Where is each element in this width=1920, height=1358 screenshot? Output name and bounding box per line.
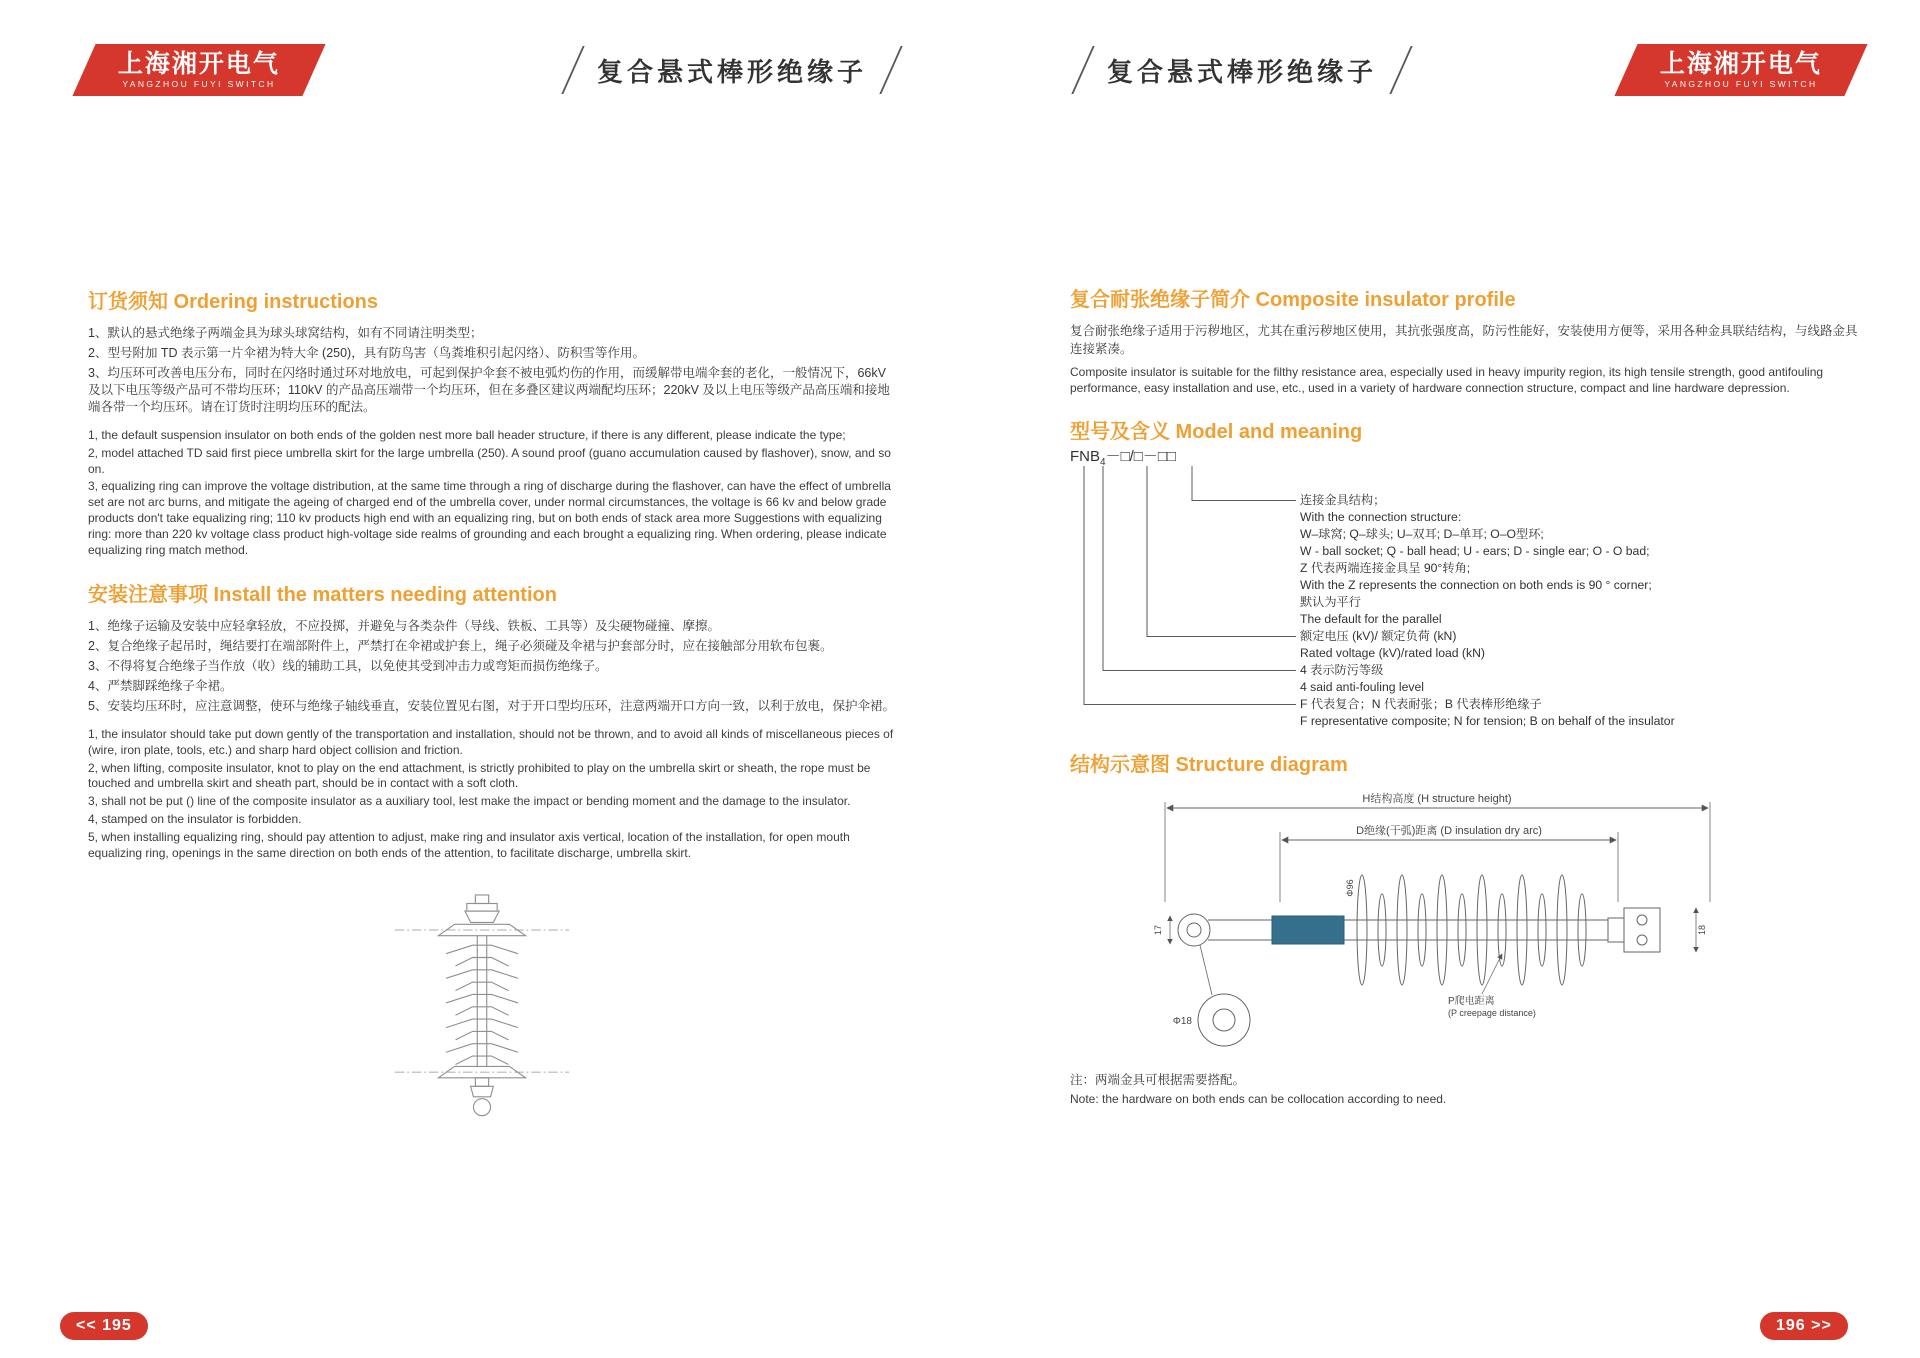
sheath-section (1272, 916, 1344, 944)
structure-note (1070, 1070, 1446, 1106)
structure-note-cn: 注：两端金具可根据需要搭配。 (1070, 1073, 1246, 1087)
page-number-badge-195: << 195 (60, 1312, 148, 1340)
model-line: W - ball socket; Q - ball head; U - ears; D - single ear; O - O bad; (1300, 544, 1650, 558)
phi18-label: Φ18 (1172, 1016, 1192, 1027)
model-line: Z 代表两端连接金具呈 90°转角; (1300, 561, 1471, 575)
suspension-insulator-drawing (392, 893, 572, 1130)
model-line: F 代表复合；N 代表耐张；B 代表棒形绝缘子 (1300, 697, 1542, 711)
dim-d-label: D绝缘(干弧)距离 (D insulation dry arc) (1356, 825, 1542, 837)
brand-logo-left (72, 44, 325, 96)
model-line: W–球窝; Q–球头; U–双耳; D–单耳; O–O型环; (1300, 527, 1544, 541)
section-composite-profile (1070, 283, 1860, 396)
model-line: Rated voltage (kV)/rated load (kN) (1300, 646, 1485, 660)
structure-diagram (1150, 782, 1730, 1062)
model-meaning-lines (1300, 492, 1675, 730)
model-code-branch-lines (1062, 464, 1322, 724)
ordering-en-list (88, 428, 900, 559)
list-item: 1、绝缘子运输及安装中应轻拿轻放，不应投掷，并避免与各类杂件（导线、铁板、工具等）及尖硬物碰撞、摩擦。 (88, 619, 720, 633)
model-code-main: FNB (1070, 448, 1100, 465)
list-item: 1, the insulator should take put down gently of the transportation and installation, should not be thrown, and to avoid all kinds of miscellaneous pieces of (wire, iron plate, tools, etc.) and sharp hard object collision and friction. (88, 727, 894, 757)
model-line: 4 said anti-fouling level (1300, 680, 1424, 694)
list-item: 3, equalizing ring can improve the voltage distribution, at the same time through a ring of discharge during the flashover, can have the effect of umbrella set are not arc burns, and mitigate the ageing of charged end of the umbrella cover, under normal circumstances, the voltage is 66 kv and below grade products don't take equalizing ring; 110 kv products high end with an equalizing ring, but on both ends of stack area more Suggestions with equalizing ring: more than 220 kv voltage class product high-voltage side realms of grounding and each brought a equalizing ring. When ordering, please indicate equalizing ring match method. (88, 479, 891, 557)
left-page-title: 复合悬式棒形绝缘子 (596, 56, 867, 87)
install-cn-list (88, 618, 900, 715)
profile-text-cn: 复合耐张绝缘子适用于污秽地区，尤其在重污秽地区使用，其抗张强度高，防污性能好，安装使用方便等，采用各种金具联结结构，与线路金具连接紧凑。 (1070, 324, 1858, 356)
list-item: 5、安装均压环时，应注意调整，使环与绝缘子轴线垂直，安装位置见右图，对于开口型均压环，注意两端开口方向一致，以利于放电，保护伞裙。 (88, 699, 895, 713)
list-item: 1, the default suspension insulator on both ends of the golden nest more ball header structure, if there is any different, please indicate the type; (88, 428, 846, 442)
dim-18-label: 18 (1697, 924, 1707, 936)
model-code-rest: －□/□－□□ (1105, 448, 1176, 465)
install-heading: 安装注意事项 Install the matters needing attention (88, 584, 557, 606)
ordering-cn-list (88, 325, 900, 416)
right-page-title: 复合悬式棒形绝缘子 (1106, 56, 1377, 87)
profile-text-en: Composite insulator is suitable for the filthy resistance area, especially used in heavy impurity region, its high tensile strength, good antifouling performance, easy installation and use, etc., used in a variety of hardware connection structure, compact and line hardware depression. (1070, 365, 1824, 396)
model-line: F representative composite; N for tension; B on behalf of the insulator (1300, 714, 1675, 728)
list-item: 2, model attached TD said first piece umbrella skirt for the large umbrella (250). A sound proof (guano accumulation caused by flashover), snow, and so on. (88, 445, 891, 476)
profile-heading: 复合耐张绝缘子简介 Composite insulator profile (1070, 289, 1516, 311)
model-line: With the Z represents the connection on both ends is 90 ° corner; (1300, 578, 1652, 592)
brand-name-cn: 上海湘开电气 (117, 49, 280, 78)
list-item: 2、复合绝缘子起吊时，绳结要打在端部附件上，严禁打在伞裙或护套上，绳子必须碰及伞裙与护套部分时，应在接触部分用软布包裹。 (88, 639, 833, 653)
model-line: 4 表示防污等级 (1300, 663, 1384, 677)
list-item: 1、默认的悬式绝缘子两端金具为球头球窝结构，如有不同请注明类型； (88, 326, 483, 340)
dim-17-label: 17 (1153, 924, 1163, 936)
list-item: 5, when installing equalizing ring, should pay attention to adjust, make ring and insulator axis vertical, location of the installation, for open mouth equalizing ring, openings in the same direction on both ends of the attention, to facilitate discharge, umbrella skirt. (88, 829, 850, 860)
dim-h-label: H结构高度 (H structure height) (1362, 793, 1512, 805)
section-ordering-instructions (88, 285, 900, 561)
brand-name-cn: 上海湘开电气 (1659, 49, 1822, 78)
left-page-title-frame (561, 46, 902, 94)
model-line: The default for the parallel (1300, 612, 1442, 626)
list-item: 3, shall not be put () line of the composite insulator as a auxiliary tool, lest make the impact or bending moment and the damage to the insulator. (88, 794, 851, 809)
brand-name-en: YANGZHOU FUYI SWITCH (1664, 79, 1818, 90)
model-line: With the connection structure: (1300, 510, 1462, 524)
structure-heading: 结构示意图 Structure diagram (1070, 754, 1348, 776)
page-number-badge-196: 196 >> (1760, 1312, 1848, 1340)
list-item: 2、型号附加 TD 表示第一片伞裙为特大伞 (250)，具有防鸟害（鸟粪堆积引起闪络）、防积雪等作用。 (88, 346, 645, 360)
right-page-title-frame (1071, 46, 1412, 94)
dim-p-label-en: (P creepage distance) (1448, 1008, 1536, 1018)
structure-note-en: Note: the hardware on both ends can be collocation according to need. (1070, 1092, 1447, 1106)
brand-name-en: YANGZHOU FUYI SWITCH (122, 79, 276, 90)
install-en-list (88, 727, 900, 862)
list-item: 4、严禁脚踩绝缘子伞裙。 (88, 679, 233, 693)
list-item: 2, when lifting, composite insulator, knot to play on the end attachment, is strictly prohibited to play on the umbrella skirt or sheath, the rope must be touched and umbrella skirt and sheath part, should be in contact with a soft cloth. (88, 760, 871, 791)
list-item: 4, stamped on the insulator is forbidden. (88, 812, 302, 827)
model-line: 额定电压 (kV)/ 额定负荷 (kN) (1300, 629, 1457, 643)
section-install-attention (88, 578, 900, 864)
ordering-heading: 订货须知 Ordering instructions (88, 291, 379, 313)
model-line: 连接金具结构； (1300, 493, 1386, 507)
list-item: 3、不得将复合绝缘子当作放（收）线的辅助工具，以免使其受到冲击力或弯矩而损伤绝缘子。 (88, 659, 608, 673)
brand-logo-right (1614, 44, 1867, 96)
phi96-label: Φ96 (1345, 879, 1355, 897)
list-item: 3、均压环可改善电压分布，同时在闪络时通过环对地放电，可起到保护伞套不被电弧灼伤的作用，而缓解带电端伞套的老化，一般情况下，66kV 及以下电压等级产品可不带均压环；110kV 的产品高压端带一个均压环，但在多叠区建议两端配均压环；220kV 及以上电压等级产品高压端和接地端各带一个均压环。请在订货时注明均压环的配法。 (88, 366, 890, 414)
model-heading: 型号及含义 Model and meaning (1070, 421, 1363, 443)
dim-p-label-cn: P爬电距离 (1448, 996, 1495, 1007)
model-line: 默认为平行 (1300, 595, 1361, 609)
model-code-sub: 4 (1100, 457, 1106, 468)
